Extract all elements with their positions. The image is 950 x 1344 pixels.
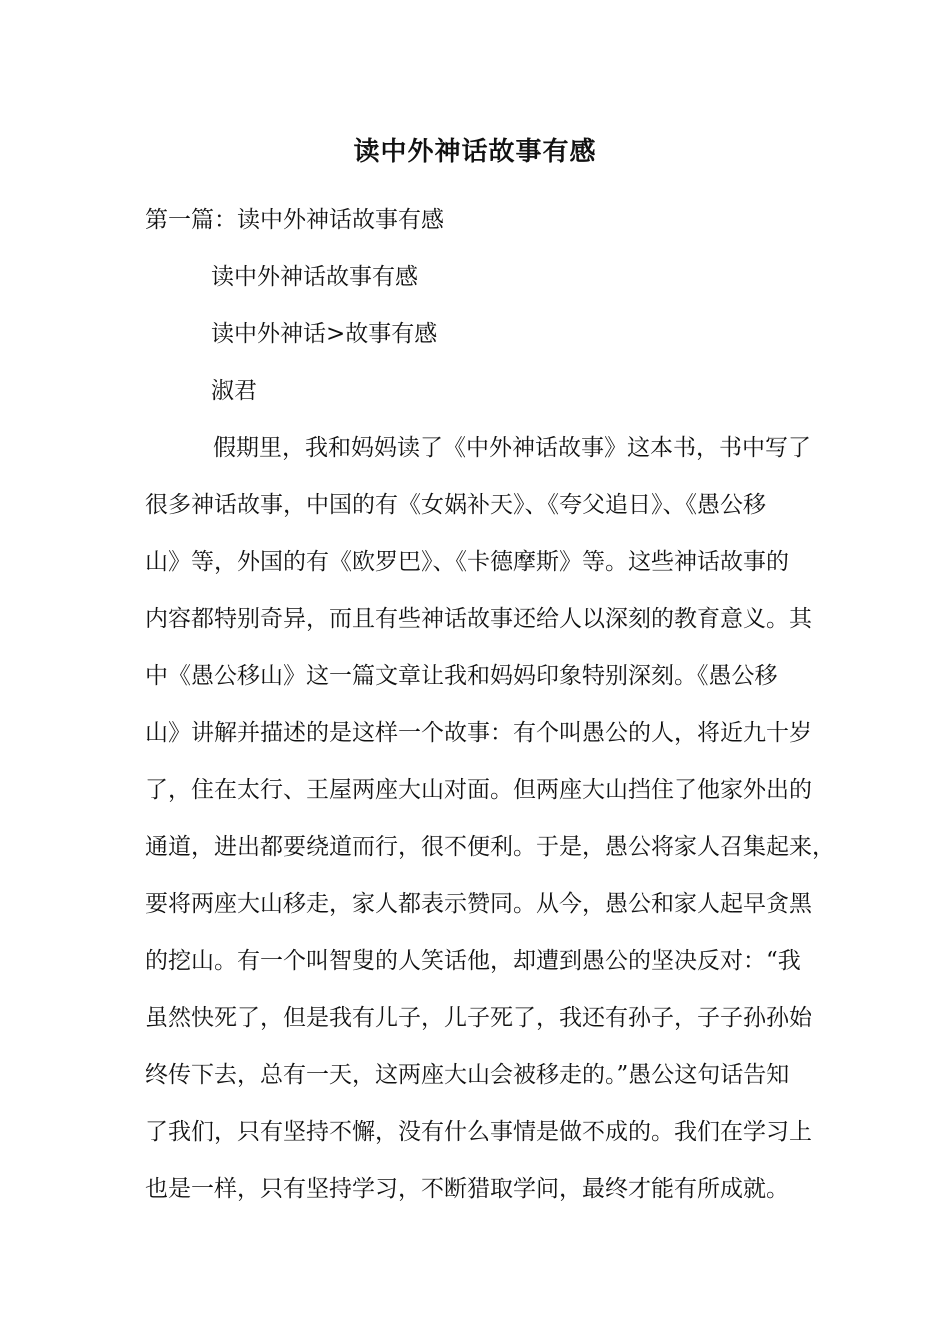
body-line: 很多神话故事，中国的有《女娲补天》、《夸父追日》、《愚公移	[145, 492, 766, 518]
body-paragraph	[145, 432, 835, 1230]
subtitle-line-1: 读中外神话故事有感	[211, 264, 418, 290]
body-line: 中《愚公移山》这一篇文章让我和妈妈印象特别深刻。《愚公移	[145, 663, 778, 689]
body-line: 内容都特别奇异，而且有些神话故事还给人以深刻的教育意义。其	[145, 606, 812, 632]
body-line: 山》讲解并描述的是这样一个故事：有个叫愚公的人，将近九十岁	[145, 720, 812, 746]
body-line: 通道，进出都要绕道而行，很不便利。于是，愚公将家人召集起来，	[145, 834, 835, 860]
body-line: 虽然快死了，但是我有儿子，儿子死了，我还有孙子，子子孙孙始	[145, 1005, 812, 1031]
subtitle-line-2: 读中外神话>故事有感	[211, 321, 438, 347]
body-line: 终传下去，总有一天，这两座大山会被移走的。”愚公这句话告知	[145, 1062, 790, 1088]
body-line: 了我们，只有坚持不懈，没有什么事情是做不成的。我们在学习上	[145, 1119, 812, 1145]
body-line: 山》等，外国的有《欧罗巴》、《卡德摩斯》等。这些神话故事的	[145, 549, 789, 575]
author-name: 淑君	[211, 378, 257, 404]
body-line: 假期里，我和妈妈读了《中外神话故事》这本书，书中写了	[213, 435, 811, 461]
document-title: 读中外神话故事有感	[353, 137, 597, 167]
section-heading: 第一篇：读中外神话故事有感	[145, 207, 444, 233]
body-line: 也是一样，只有坚持学习，不断猎取学问，最终才能有所成就。	[145, 1176, 789, 1202]
body-line: 了，住在太行、王屋两座大山对面。但两座大山挡住了他家外出的	[145, 777, 812, 803]
body-line: 要将两座大山移走，家人都表示赞同。从今，愚公和家人起早贪黑	[145, 891, 812, 917]
body-line: 的挖山。有一个叫智叟的人笑话他，却遭到愚公的坚决反对：“我	[145, 948, 801, 974]
